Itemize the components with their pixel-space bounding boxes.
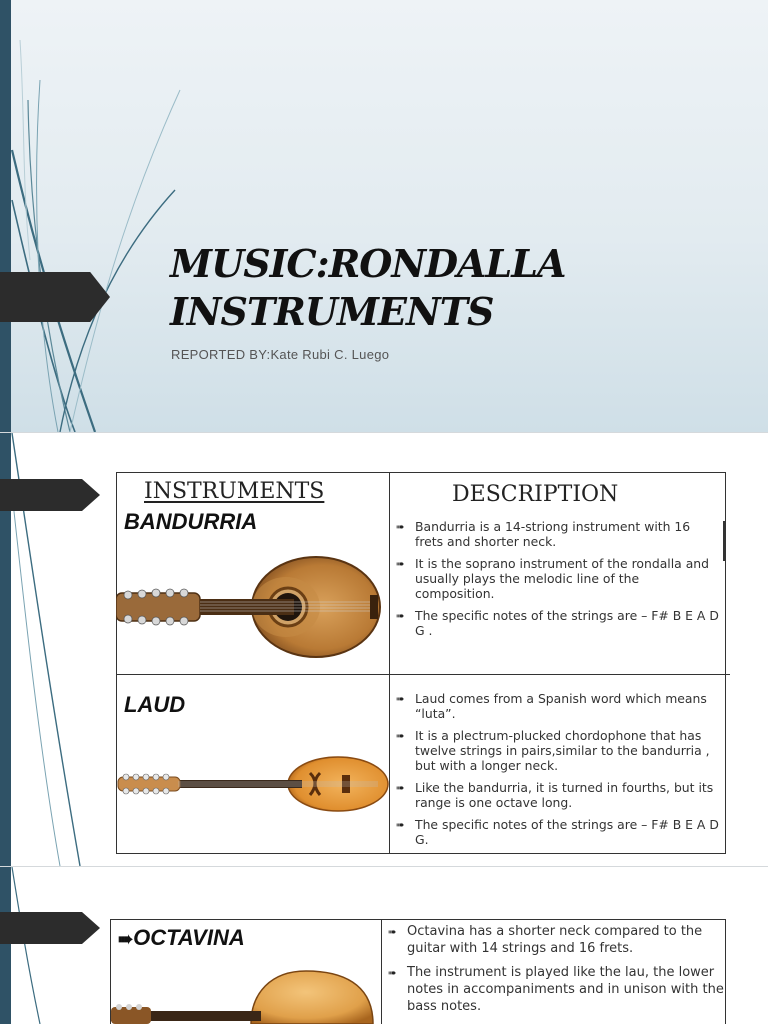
arrow-bullet-icon: ➠	[396, 559, 405, 570]
list-item: ➠ Bandurria is a 14-striong instrument with 16 frets and shorter neck.	[396, 519, 691, 549]
list-item: ➠ It is a plectrum-plucked chordophone that has twelve strings in pairs,similar to the bandurria , but with a longer neck.	[396, 728, 710, 773]
list-item: ➠ Octavina has a shorter neck compared to the guitar with 14 strings and 16 frets.	[388, 924, 703, 956]
arrow-bullet-icon: ➠	[388, 927, 397, 938]
arrow-tab-marker	[0, 912, 100, 944]
arrow-tab-marker	[0, 479, 100, 511]
header-instruments: INSTRUMENTS	[144, 479, 325, 504]
decorative-swoosh-lines	[0, 0, 768, 432]
title-slide	[0, 0, 768, 432]
arrow-bullet-icon: ➠	[396, 522, 405, 533]
arrow-tab-marker	[0, 272, 110, 322]
table-row-divider	[116, 674, 730, 675]
left-accent-bar	[0, 867, 11, 1024]
decorative-swoosh-lines	[0, 867, 100, 1024]
list-item: ➠ The specific notes of the strings are – F# B E A D G.	[396, 817, 719, 847]
arrow-bullet-icon: ➠	[396, 694, 405, 705]
bandurria-image	[116, 551, 388, 663]
arrow-bullet-icon: ➠	[388, 968, 397, 979]
reporter-subtitle: REPORTED BY:Kate Rubi C. Luego	[171, 347, 390, 362]
arrow-bullet-icon: ➠	[118, 929, 134, 949]
laud-image	[116, 751, 390, 817]
octavina-description-list	[388, 923, 724, 1022]
title-line-2: INSTRUMENTS	[170, 289, 494, 334]
list-item: ➠ The specific notes of the strings are – F# B E A D G .	[396, 608, 719, 638]
list-item: ➠ Like the bandurria, it is turned in fourths, but its range is one octave long.	[396, 780, 714, 810]
list-item: ➠ It is the soprano instrument of the rondalla and usually plays the melodic line of the composition.	[396, 556, 710, 601]
list-item: ➠ The instrument is played like the lau, the lower notes in accompaniments and in unison with the bass notes.	[388, 965, 724, 1014]
instruments-table-slide	[0, 433, 768, 866]
arrow-bullet-icon: ➠	[396, 611, 405, 622]
instrument-name-laud: LAUD	[124, 692, 186, 717]
left-accent-bar	[0, 0, 11, 432]
laud-description-list	[396, 691, 726, 854]
title-line-1: MUSIC:RONDALLA	[170, 241, 566, 286]
arrow-bullet-icon: ➠	[396, 783, 405, 794]
list-item: ➠ Laud comes from a Spanish word which means “luta”.	[396, 691, 707, 721]
arrow-bullet-icon: ➠	[396, 820, 405, 831]
arrow-bullet-icon: ➠	[396, 731, 405, 742]
table-column-divider	[381, 919, 382, 1024]
octavina-image	[111, 963, 379, 1024]
bandurria-description-list	[396, 519, 721, 645]
instrument-name-octavina: ➠OCTAVINA	[118, 925, 245, 950]
slide-title	[170, 240, 730, 336]
instrument-name-bandurria: BANDURRIA	[124, 509, 258, 534]
octavina-slide	[0, 867, 768, 1024]
header-description: DESCRIPTION	[452, 482, 619, 507]
table-edge-mark	[723, 521, 725, 561]
